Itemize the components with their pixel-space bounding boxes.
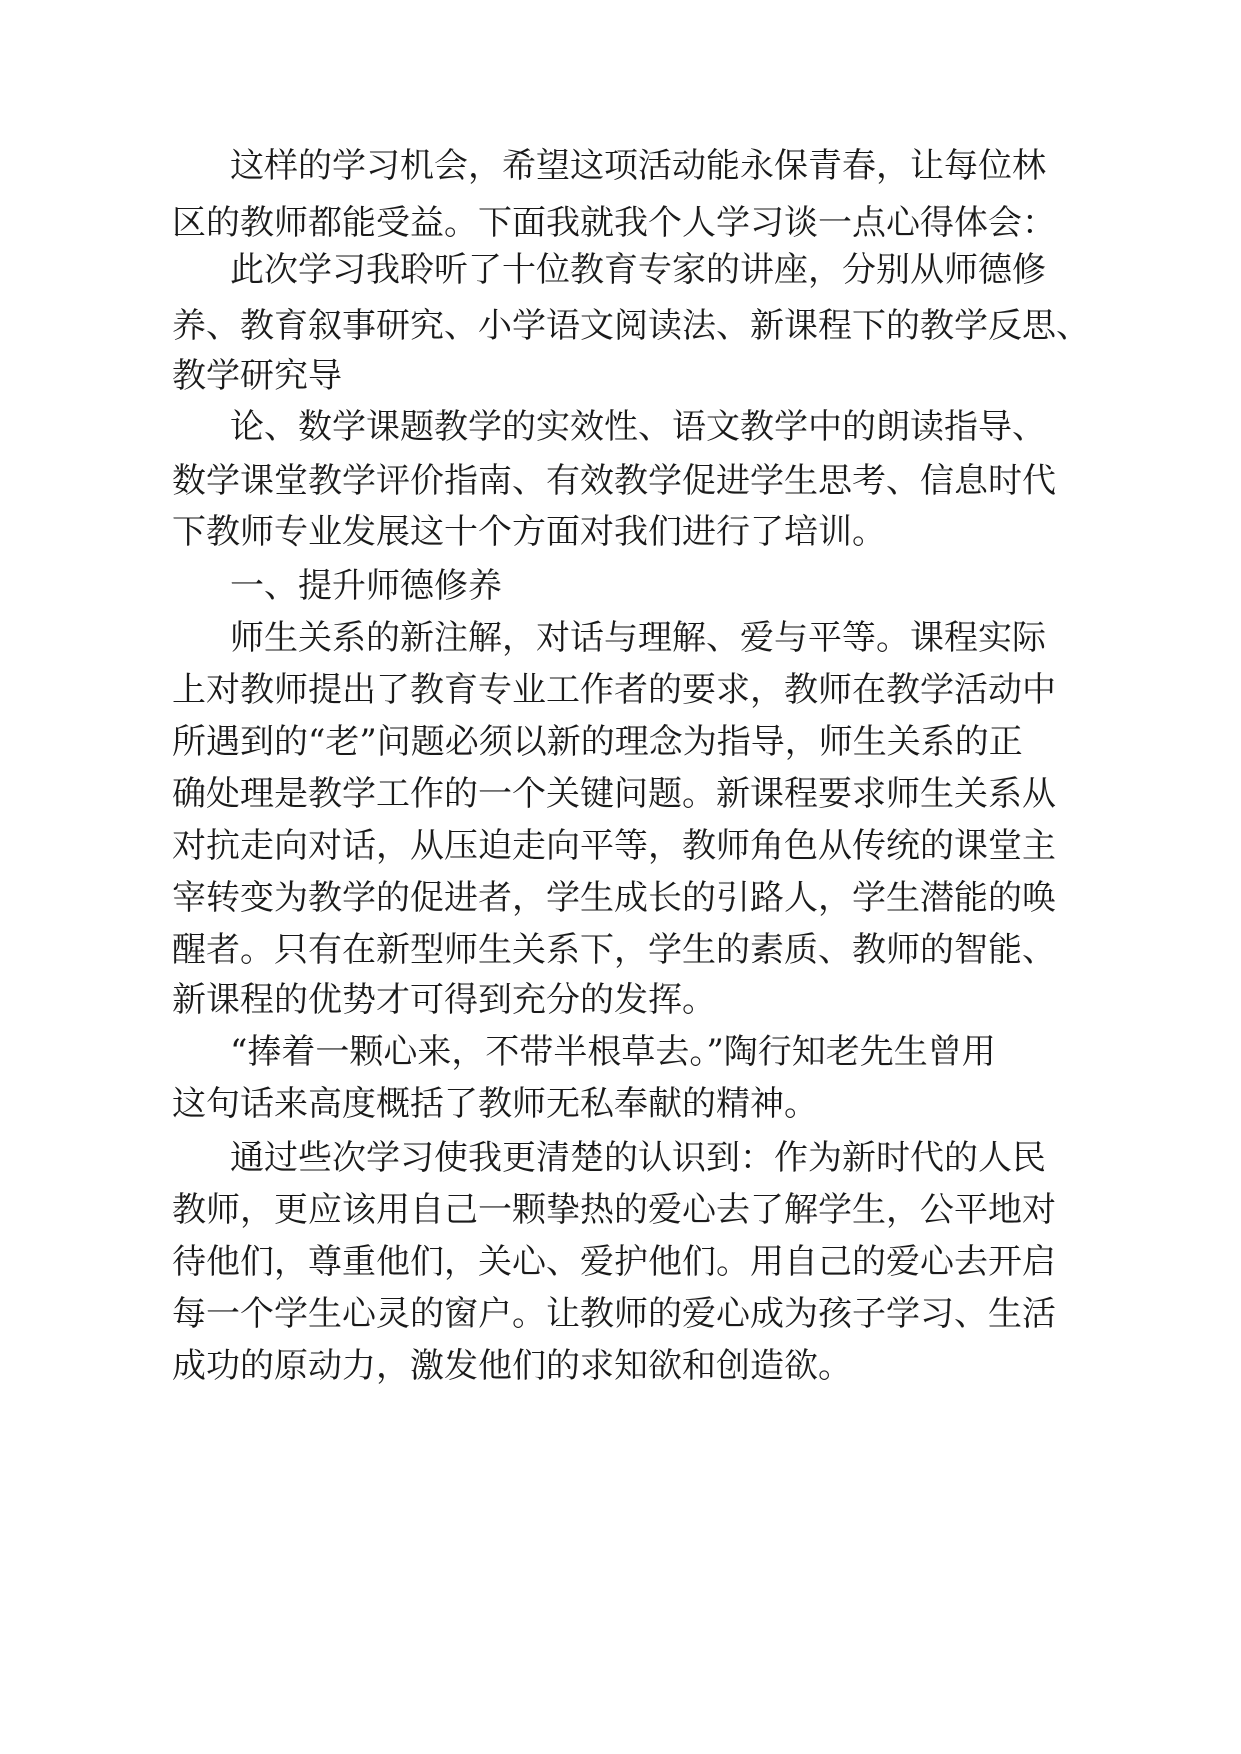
text-line: 宰转变为教学的促进者，学生成长的引路人，学生潜能的唤 <box>172 878 1056 918</box>
text-line: 数学课堂教学评价指南、有效教学促进学生思考、信息时代 <box>172 461 1056 501</box>
text-line: 新课程的优势才可得到充分的发挥。 <box>172 980 716 1020</box>
text-line: 所遇到的“老”问题必须以新的理念为指导，师生关系的正 <box>172 722 1023 762</box>
text-line: 下教师专业发展这十个方面对我们进行了培训。 <box>172 512 886 552</box>
text-line: 论、数学课题教学的实效性、语文教学中的朗读指导、 <box>230 407 1046 447</box>
text-line: 这样的学习机会，希望这项活动能永保青春，让每位林 <box>230 146 1046 186</box>
text-line: 养、教育叙事研究、小学语文阅读法、新课程下的教学反思、 <box>172 306 1090 346</box>
text-line: 确处理是教学工作的一个关键问题。新课程要求师生关系从 <box>172 774 1056 814</box>
text-line: 师生关系的新注解，对话与理解、爱与平等。课程实际 <box>230 618 1046 658</box>
text-line: 区的教师都能受益。下面我就我个人学习谈一点心得体会： <box>172 203 1056 243</box>
text-line: 成功的原动力，激发他们的求知欲和创造欲。 <box>172 1346 852 1386</box>
text-line: 教师，更应该用自己一颗挚热的爱心去了解学生，公平地对 <box>172 1190 1056 1230</box>
text-line: 此次学习我聆听了十位教育专家的讲座，分别从师德修 <box>230 250 1046 290</box>
text-line: 上对教师提出了教育专业工作者的要求，教师在教学活动中 <box>172 670 1056 710</box>
section-heading: 一、提升师德修养 <box>230 566 502 606</box>
text-line: 这句话来高度概括了教师无私奉献的精神。 <box>172 1084 818 1124</box>
text-line: 每一个学生心灵的窗户。让教师的爱心成为孩子学习、生活 <box>172 1294 1056 1334</box>
text-line: 醒者。只有在新型师生关系下，学生的素质、教师的智能、 <box>172 930 1056 970</box>
text-line: 对抗走向对话，从压迫走向平等，教师角色从传统的课堂主 <box>172 826 1056 866</box>
text-line: “捧着一颗心来，不带半根草去。”陶行知老先生曾用 <box>230 1032 996 1072</box>
text-line: 教学研究导 <box>172 356 342 396</box>
text-line: 待他们，尊重他们，关心、爱护他们。用自己的爱心去开启 <box>172 1242 1056 1282</box>
text-line: 通过些次学习使我更清楚的认识到：作为新时代的人民 <box>230 1138 1046 1178</box>
